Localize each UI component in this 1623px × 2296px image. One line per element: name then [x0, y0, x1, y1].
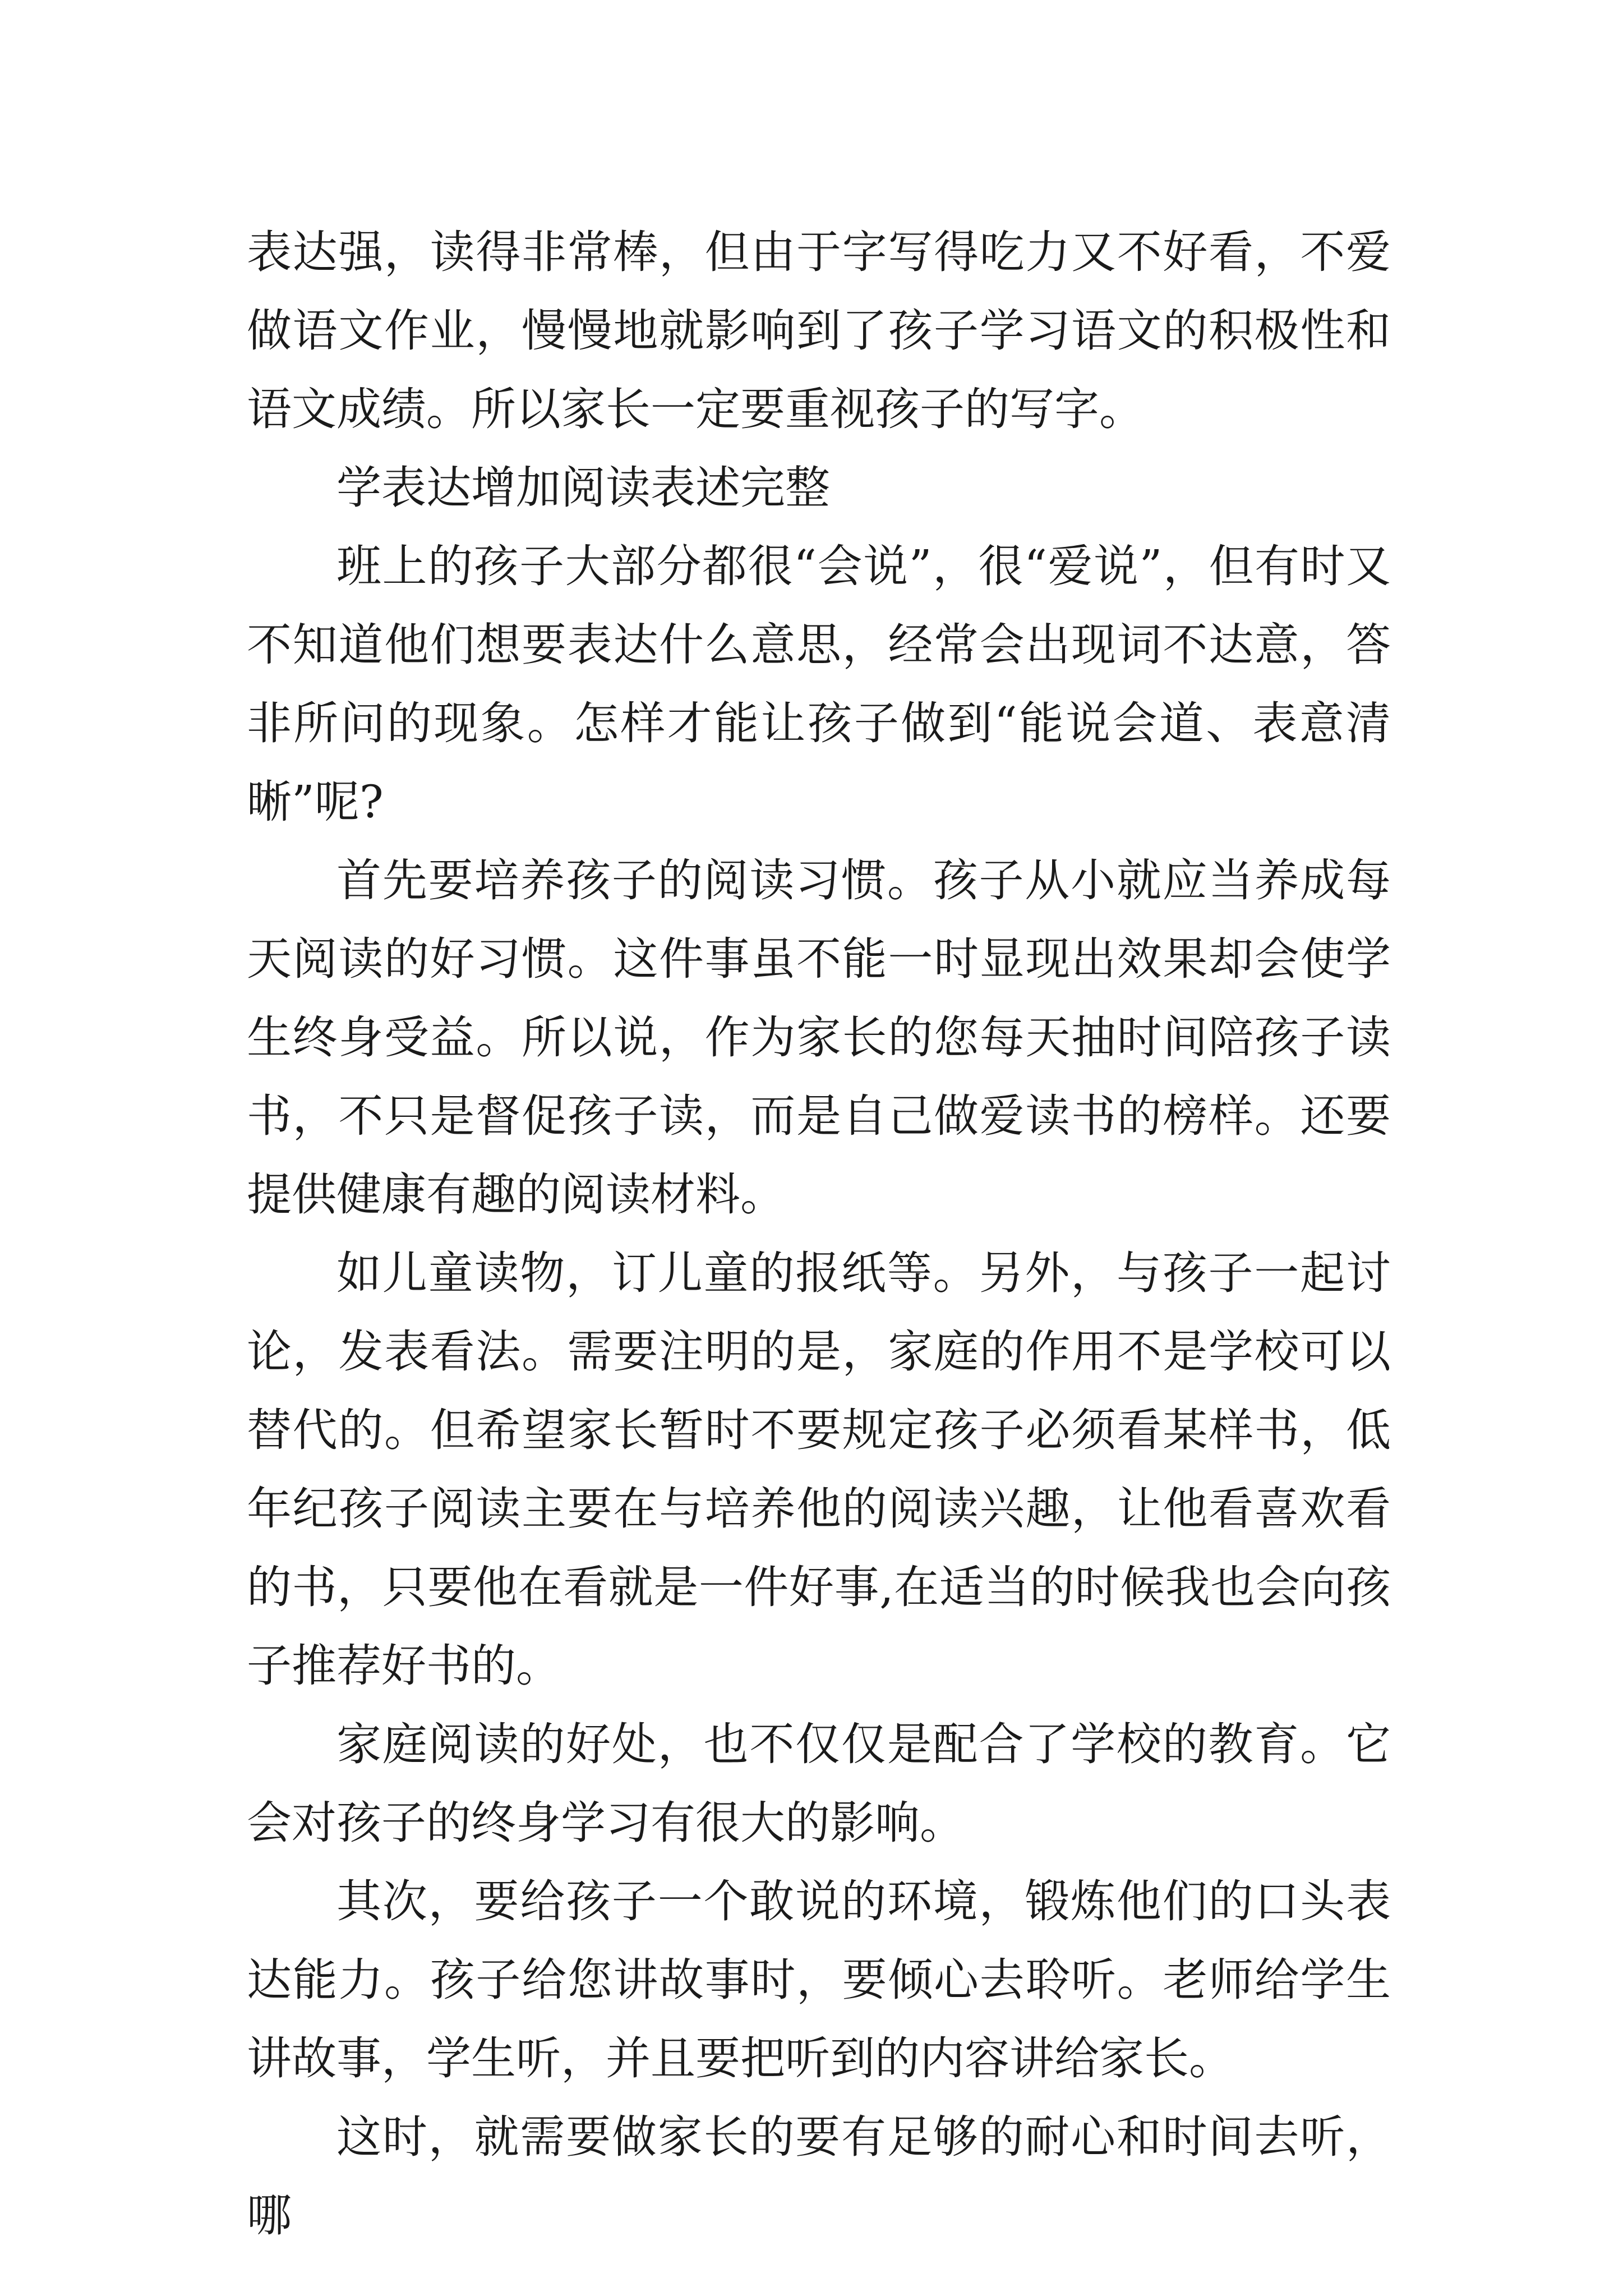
- document-body: [247, 213, 1391, 2255]
- paragraph-writing-importance: 表达强，读得非常棒，但由于字写得吃力又不好看，不爱做语文作业，慢慢地就影响到了孩子学习语文的积极性和语文成绩。所以家长一定要重视孩子的写字。: [247, 226, 1391, 435]
- paragraph-parent-patience: 这时，就需要做家长的要有足够的耐心和时间去听，哪: [247, 2111, 1391, 2242]
- paragraph-reading-materials: 如儿童读物，订儿童的报纸等。另外，与孩子一起讨论，发表看法。需要注明的是，家庭的作用不是学校可以替代的。但希望家长暂时不要规定孩子必须看某样书，低年纪孩子阅读主要在与培养他的阅读兴趣，让他看喜欢看的书，只要他在看就是一件好事,在适当的时候我也会向孩子推荐好书的。: [247, 1247, 1391, 1692]
- paragraph-reading-habit: 首先要培养孩子的阅读习惯。孩子从小就应当养成每天阅读的好习惯。这件事虽不能一时显现出效果却会使学生终身受益。所以说，作为家长的您每天抽时间陪孩子读书，不只是督促孩子读，而是自己做爱读书的榜样。还要提供健康有趣的阅读材料。: [247, 854, 1391, 1221]
- paragraph-speaking-environment: 其次，要给孩子一个敢说的环境，锻炼他们的口头表达能力。孩子给您讲故事时，要倾心去聆听。老师给学生讲故事，学生听，并且要把听到的内容讲给家长。: [247, 1875, 1391, 2085]
- paragraph-home-reading-benefit: 家庭阅读的好处，也不仅仅是配合了学校的教育。它会对孩子的终身学习有很大的影响。: [247, 1718, 1391, 1849]
- section-heading: 学表达增加阅读表述完整: [336, 462, 830, 514]
- paragraph-expression-problem: 班上的孩子大部分都很“会说”，很“爱说”，但有时又不知道他们想要表达什么意思，经常会出现词不达意，答非所问的现象。怎样才能让孩子做到“能说会道、表意清晰”呢?: [247, 540, 1391, 828]
